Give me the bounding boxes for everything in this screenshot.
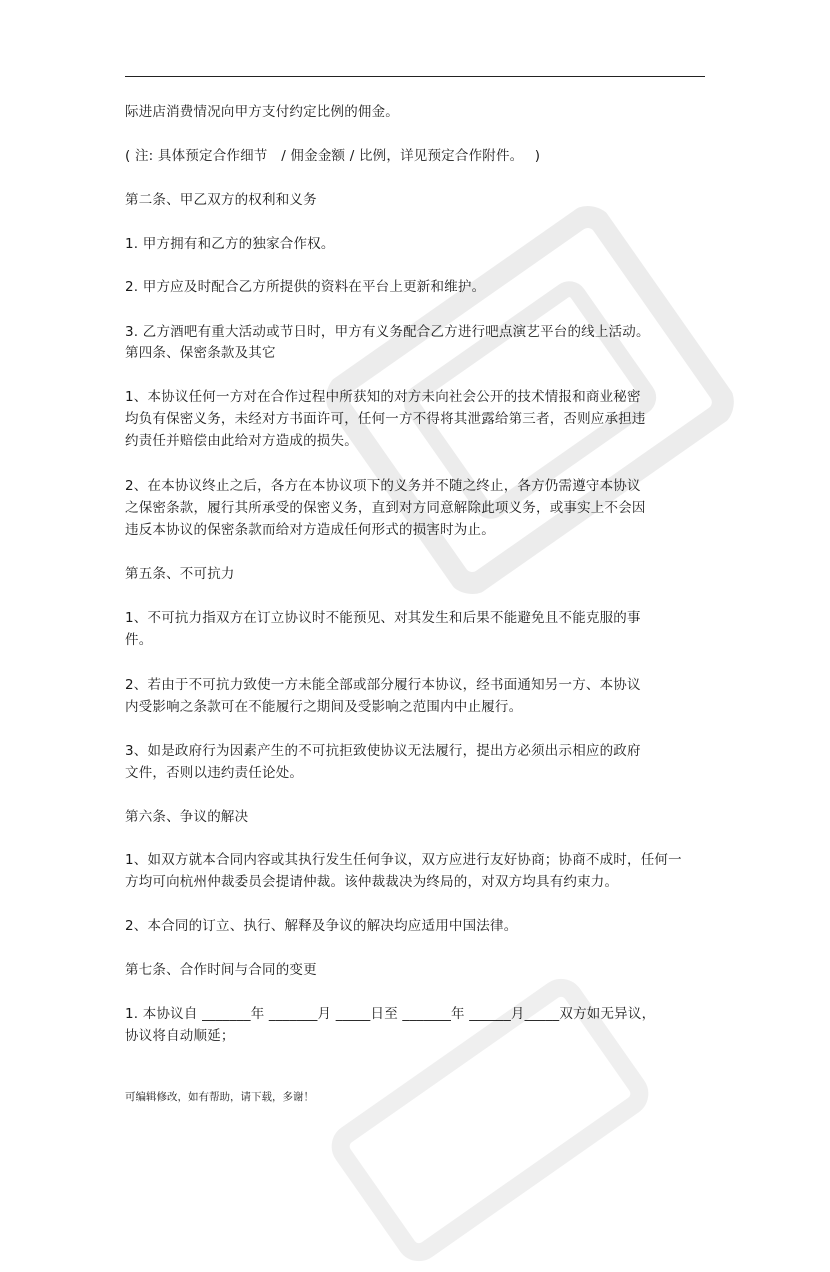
text-line: 内受影响之条款可在不能履行之期间及受影响之范围内中止履行。 [125,699,523,715]
text-line: 之保密条款，履行其所承受的保密义务，直到对方同意解除此项义务，或事实上不会因 [125,500,646,516]
text-line: 2. 甲方应及时配合乙方所提供的资料在平台上更新和维护。 [125,279,486,295]
text-line: 1、不可抗力指双方在订立协议时不能预见、对其发生和后果不能避免且不能克服的事 [125,610,641,626]
text-line: 1. 本协议自 _______年 _______月 _____日至 _______年 ______月_____双方如无异议， [125,1006,656,1022]
section-heading: 第七条、合作时间与合同的变更 [125,962,317,978]
text-line: 件。 [125,632,153,648]
text-line: 1、本协议任何一方对在合作过程中所获知的对方未向社会公开的技术情报和商业秘密 [125,389,641,405]
text-line: 方均可向杭州仲裁委员会提请仲裁。该仲裁裁决为终局的，对双方均具有约束力。 [125,874,619,890]
text-line: 均负有保密义务，未经对方书面许可，任何一方不得将其泄露给第三者，否则应承担违 [125,411,646,427]
text-line: 3. 乙方酒吧有重大活动或节日时，甲方有义务配合乙方进行吧点演艺平台的线上活动。 [125,324,650,340]
text-line: 文件，否则以违约责任论处。 [125,765,304,781]
section-heading: 第四条、保密条款及其它 [125,345,276,361]
section-heading: 第六条、争议的解决 [125,809,249,825]
footer-note: 可编辑修改，如有帮助，请下载，多谢！ [125,1091,314,1103]
text-line: 1、如双方就本合同内容或其执行发生任何争议，双方应进行友好协商；协商不成时，任何一 [125,852,682,868]
section-heading: 第二条、甲乙双方的权利和义务 [125,192,317,208]
text-line: ( 注: 具体预定合作细节 / 佣金金额 / 比例，详见预定合作附件。 ) [125,148,541,164]
text-line: 违反本协议的保密条款而给对方造成任何形式的损害时为止。 [125,522,495,538]
header-rule [125,76,705,77]
text-line: 1. 甲方拥有和乙方的独家合作权。 [125,236,335,252]
text-line: 2、若由于不可抗力致使一方未能全部或部分履行本协议，经书面通知另一方、本协议 [125,677,641,693]
text-line: 协议将自动顺延； [125,1028,235,1044]
text-line: 2、在本协议终止之后，各方在本协议项下的义务并不随之终止，各方仍需遵守本协议 [125,478,641,494]
text-line: 约责任并赔偿由此给对方造成的损失。 [125,433,358,449]
text-line: 3、如是政府行为因素产生的不可抗拒致使协议无法履行，提出方必须出示相应的政府 [125,743,641,759]
text-line: 际进店消费情况向甲方支付约定比例的佣金。 [125,104,399,120]
text-line: 2、本合同的订立、执行、解释及争议的解决均应适用中国法律。 [125,918,518,934]
section-heading: 第五条、不可抗力 [125,566,235,582]
